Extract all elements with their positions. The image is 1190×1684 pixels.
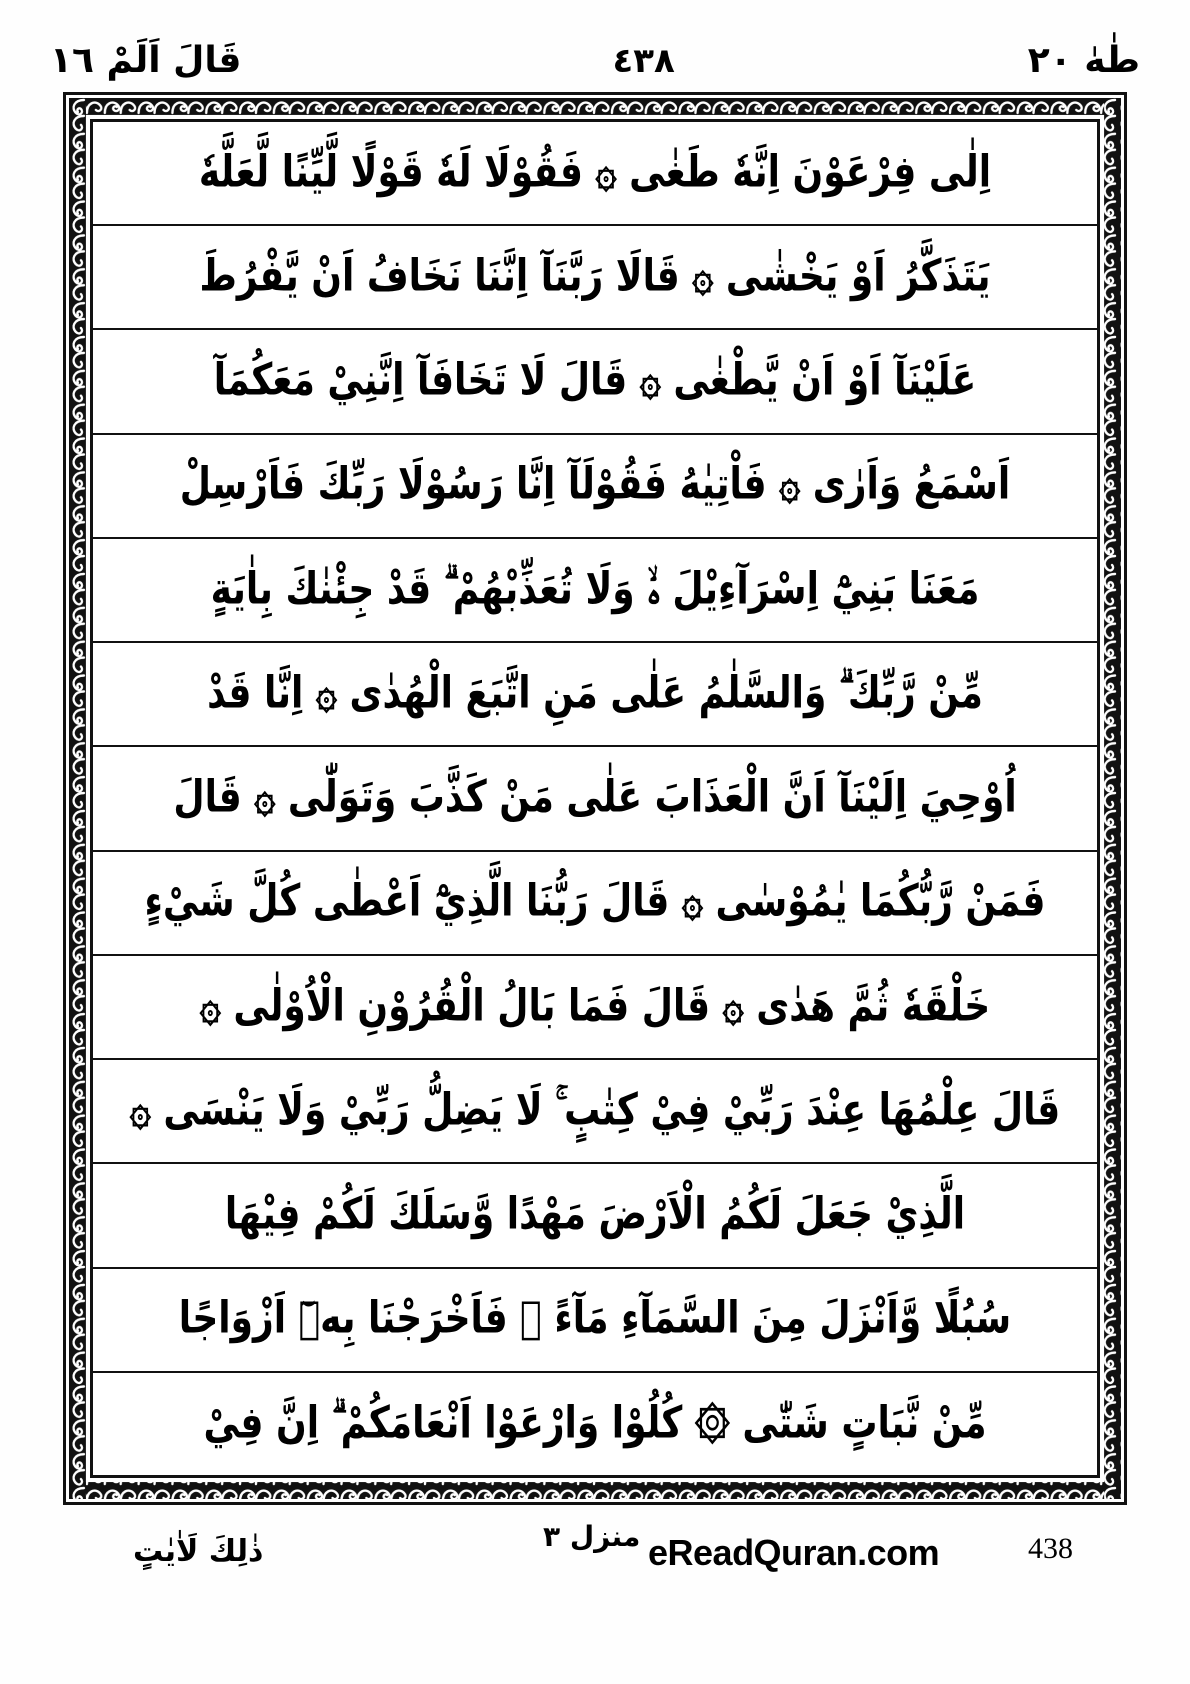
ayah-line <box>93 226 1097 330</box>
ayah-line-text: فَمَنْ رَّبُّكُمَا يٰمُوْسٰى ۞ قَالَ رَبُّنَا الَّذِيْٓ اَعْطٰى كُلَّ شَيْءٍ <box>144 876 1046 927</box>
page-footer <box>63 1512 1140 1632</box>
ayah-line <box>93 852 1097 956</box>
ayah-line <box>93 330 1097 434</box>
ayah-line-text: قَالَ عِلْمُهَا عِنْدَ رَبِّيْ فِيْ كِتٰبٍ ۚ لَا يَضِلُّ رَبِّيْ وَلَا يَنْسَى ۞ <box>129 1085 1061 1136</box>
ayah-line-text: اِلٰى فِرْعَوْنَ اِنَّهٗ طَغٰى ۞ فَقُوْلَا لَهٗ قَوْلًا لَّيِّنًا لَّعَلَّهٗ <box>198 147 992 198</box>
ayah-line-text: اَسْمَعُ وَاَرٰى ۞ فَاْتِيٰهُ فَقُوْلَآ اِنَّا رَسُوْلَا رَبِّكَ فَاَرْسِلْ <box>179 459 1011 510</box>
ayah-line <box>93 747 1097 851</box>
juz-label: قَالَ اَلَمْ ١٦ <box>50 40 242 81</box>
ayah-line-text: مِّنْ رَّبِّكَ ۗ وَالسَّلٰمُ عَلٰى مَنِ اتَّبَعَ الْهُدٰى ۞ اِنَّا قَدْ <box>207 668 983 719</box>
ayah-line-text: الَّذِيْ جَعَلَ لَكُمُ الْاَرْضَ مَهْدًا وَّسَلَكَ لَكُمْ فِيْهَا <box>224 1189 966 1240</box>
ayah-line <box>93 1373 1097 1475</box>
surah-label: طٰهٰ ٢٠ <box>1027 40 1140 81</box>
ayah-line-text: مِّنْ نَّبَاتٍ شَتّٰى ۞ كُلُوْا وَارْعَوْا اَنْعَامَكُمْ ۗ اِنَّ فِيْ <box>203 1397 987 1448</box>
header-page-number-arabic: ٤٣٨ <box>612 41 675 81</box>
site-watermark: eReadQuran.com <box>648 1532 940 1573</box>
ayah-line <box>93 435 1097 539</box>
ayah-line-text: يَتَذَكَّرُ اَوْ يَخْشٰى ۞ قَالَا رَبَّنَآ اِنَّنَا نَخَافُ اَنْ يَّفْرُطَ <box>199 251 991 302</box>
page-header <box>50 30 1140 92</box>
ayah-line <box>93 1164 1097 1268</box>
ayah-line <box>93 1269 1097 1373</box>
ayah-line-text: عَلَيْنَآ اَوْ اَنْ يَّطْغٰى ۞ قَالَ لَا تَخَافَآ اِنَّنِيْ مَعَكُمَآ <box>213 355 977 406</box>
ayah-block <box>90 119 1100 1478</box>
ayah-line <box>93 643 1097 747</box>
ayah-line-text: مَعَنَا بَنِيْٓ اِسْرَآءِيْلَ ەۙ وَلَا تُعَذِّبْهُمْ ۗ قَدْ جِئْنٰكَ بِاٰيَةٍ <box>210 563 980 615</box>
catchword: ذٰلِكَ لَاٰيٰتٍ <box>133 1534 264 1569</box>
ayah-line <box>93 122 1097 226</box>
footer-page-number: 438 <box>1028 1532 1073 1565</box>
manzil-label: منزل ٣ <box>543 1520 641 1553</box>
ayah-line <box>93 1060 1097 1164</box>
ayah-line <box>93 539 1097 643</box>
ornamental-frame <box>63 92 1127 1505</box>
ayah-line-text: اُوْحِيَ اِلَيْنَآ اَنَّ الْعَذَابَ عَلٰى مَنْ كَذَّبَ وَتَوَلّٰى ۞ قَالَ <box>173 772 1017 823</box>
ayah-line <box>93 956 1097 1060</box>
ayah-line-text: سُبُلًا وَّاَنْزَلَ مِنَ السَّمَآءِ مَآءً ۗ فَاَخْرَجْنَا بِهٖٓ اَزْوَاجًا <box>178 1293 1012 1344</box>
ayah-line-text: خَلْقَهٗ ثُمَّ هَدٰى ۞ قَالَ فَمَا بَالُ الْقُرُوْنِ الْاُوْلٰى ۞ <box>199 980 991 1031</box>
